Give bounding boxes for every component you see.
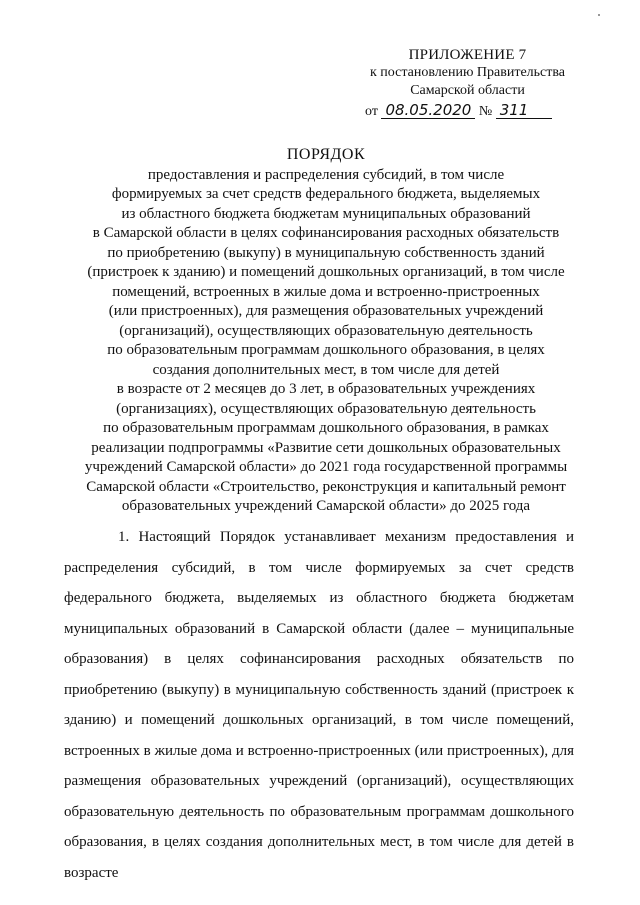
heading-line: формируемых за счет средств федерального бюджета, выделяемых xyxy=(111,186,541,202)
heading-line: помещений, встроенных в жилые дома и встроенно-пристроенных xyxy=(112,283,540,300)
heading-line: учреждений Самарской области» до 2021 года государственной программы xyxy=(84,459,568,475)
heading-line: (пристроек к зданию) и помещений дошкольных организаций, в том числе xyxy=(87,264,565,280)
handwritten-number: 311 xyxy=(496,102,552,119)
heading-line: в возрасте от 2 месяцев до 3 лет, в образовательных учреждениях xyxy=(116,381,536,397)
heading-line: по образовательным программам дошкольного образования, в рамках xyxy=(103,420,549,436)
order-heading xyxy=(70,145,582,517)
annex-line-2: Самарской области xyxy=(410,83,525,98)
heading-line: Самарской области «Строительство, реконструкция и капитальный ремонт xyxy=(86,478,566,495)
body-text xyxy=(64,522,574,888)
heading-line: (организациях), осуществляющих образовательную деятельность xyxy=(116,400,536,417)
heading-line: по приобретению (выкупу) в муниципальную собственность зданий xyxy=(107,244,545,261)
heading-line: в Самарской области в целях софинансирования расходных обязательств xyxy=(92,225,560,241)
paragraph-1: 1. Настоящий Порядок устанавливает механизм предоставления и распределения субсидий, в том числе формируемых за счет средств федерального бюджета, выделяемых из областного бюджета бюджетам муниципальных образований в Самарской области (далее – муниципальные образования) в целях софинансирования расходных обязательств по приобретению (выкупу) в муниципальную собственность зданий (пристроек к зданию) и помещений дошкольных организаций, в том числе помещений, встроенных в жилые дома и встроенно-пристроенных (или пристроенных), для размещения образовательных учреждений (организаций), осуществляющих образовательную деятельность по образовательным программам дошкольного образования, в целях создания дополнительных мест, в том числе для детей в возрасте xyxy=(64,529,574,881)
order-title: ПОРЯДОК xyxy=(286,146,366,163)
annex-title: ПРИЛОЖЕНИЕ 7 xyxy=(408,47,527,63)
annex-date-line xyxy=(355,102,580,121)
heading-line: (или пристроенных), для размещения образовательных учреждений xyxy=(108,303,544,319)
scan-speck xyxy=(598,14,600,16)
heading-line: предоставления и распределения субсидий, в том числе xyxy=(147,166,505,183)
heading-line: из областного бюджета бюджетам муниципальных образований xyxy=(121,205,531,222)
heading-line: образовательных учреждений Самарской области» до 2025 года xyxy=(121,498,531,514)
date-prefix: от xyxy=(365,104,378,119)
annex-block xyxy=(355,46,580,121)
number-prefix: № xyxy=(478,104,493,119)
heading-line: создания дополнительных мест, в том числе для детей xyxy=(152,361,500,378)
heading-line: реализации подпрограммы «Развитие сети дошкольных образовательных xyxy=(91,439,561,456)
handwritten-date: 08.05.2020 xyxy=(381,102,475,119)
annex-line-1: к постановлению Правительства xyxy=(369,65,566,80)
heading-line: по образовательным программам дошкольного образования, в целях xyxy=(107,342,545,358)
heading-line: (организаций), осуществляющих образовательную деятельность xyxy=(119,322,533,339)
